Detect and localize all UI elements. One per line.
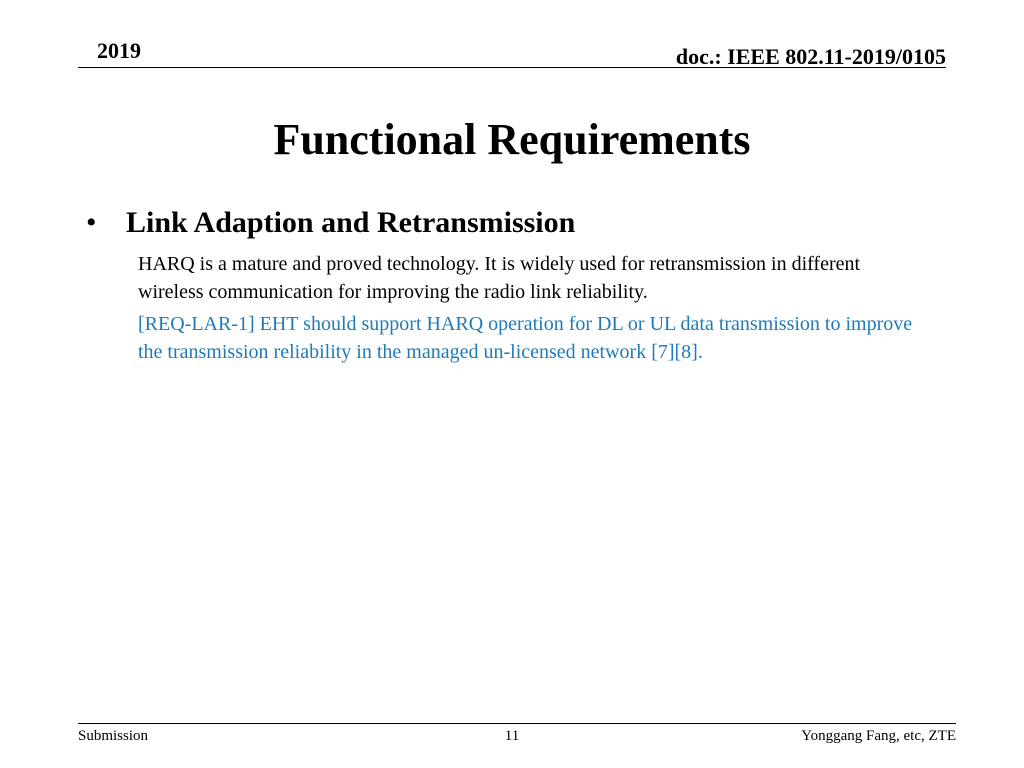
header-year: 2019	[97, 38, 141, 63]
footer-page-number: 11	[504, 728, 520, 744]
footer-divider	[78, 723, 956, 724]
bullet-line	[86, 204, 946, 242]
slide-title: Functional Requirements	[273, 115, 751, 164]
footer-author: Yonggang Fang, etc, ZTE	[801, 728, 956, 744]
footer-submission: Submission	[78, 728, 149, 744]
bullet-block	[86, 204, 946, 366]
header-doc-id: doc.: IEEE 802.11-2019/0105	[675, 44, 946, 69]
requirement-text: [REQ-LAR-1] EHT should support HARQ operation for DL or UL data transmission to improve the transmission reliability in the managed un-licensed network [7][8].	[138, 313, 913, 363]
bullet-heading: Link Adaption and Retransmission	[126, 206, 576, 239]
bullet-body-text: HARQ is a mature and proved technology. It is widely used for retransmission in different wireless communication for improving the radio link reliability.	[138, 253, 861, 303]
bullet-marker: •	[86, 206, 97, 239]
header-divider	[78, 67, 946, 68]
